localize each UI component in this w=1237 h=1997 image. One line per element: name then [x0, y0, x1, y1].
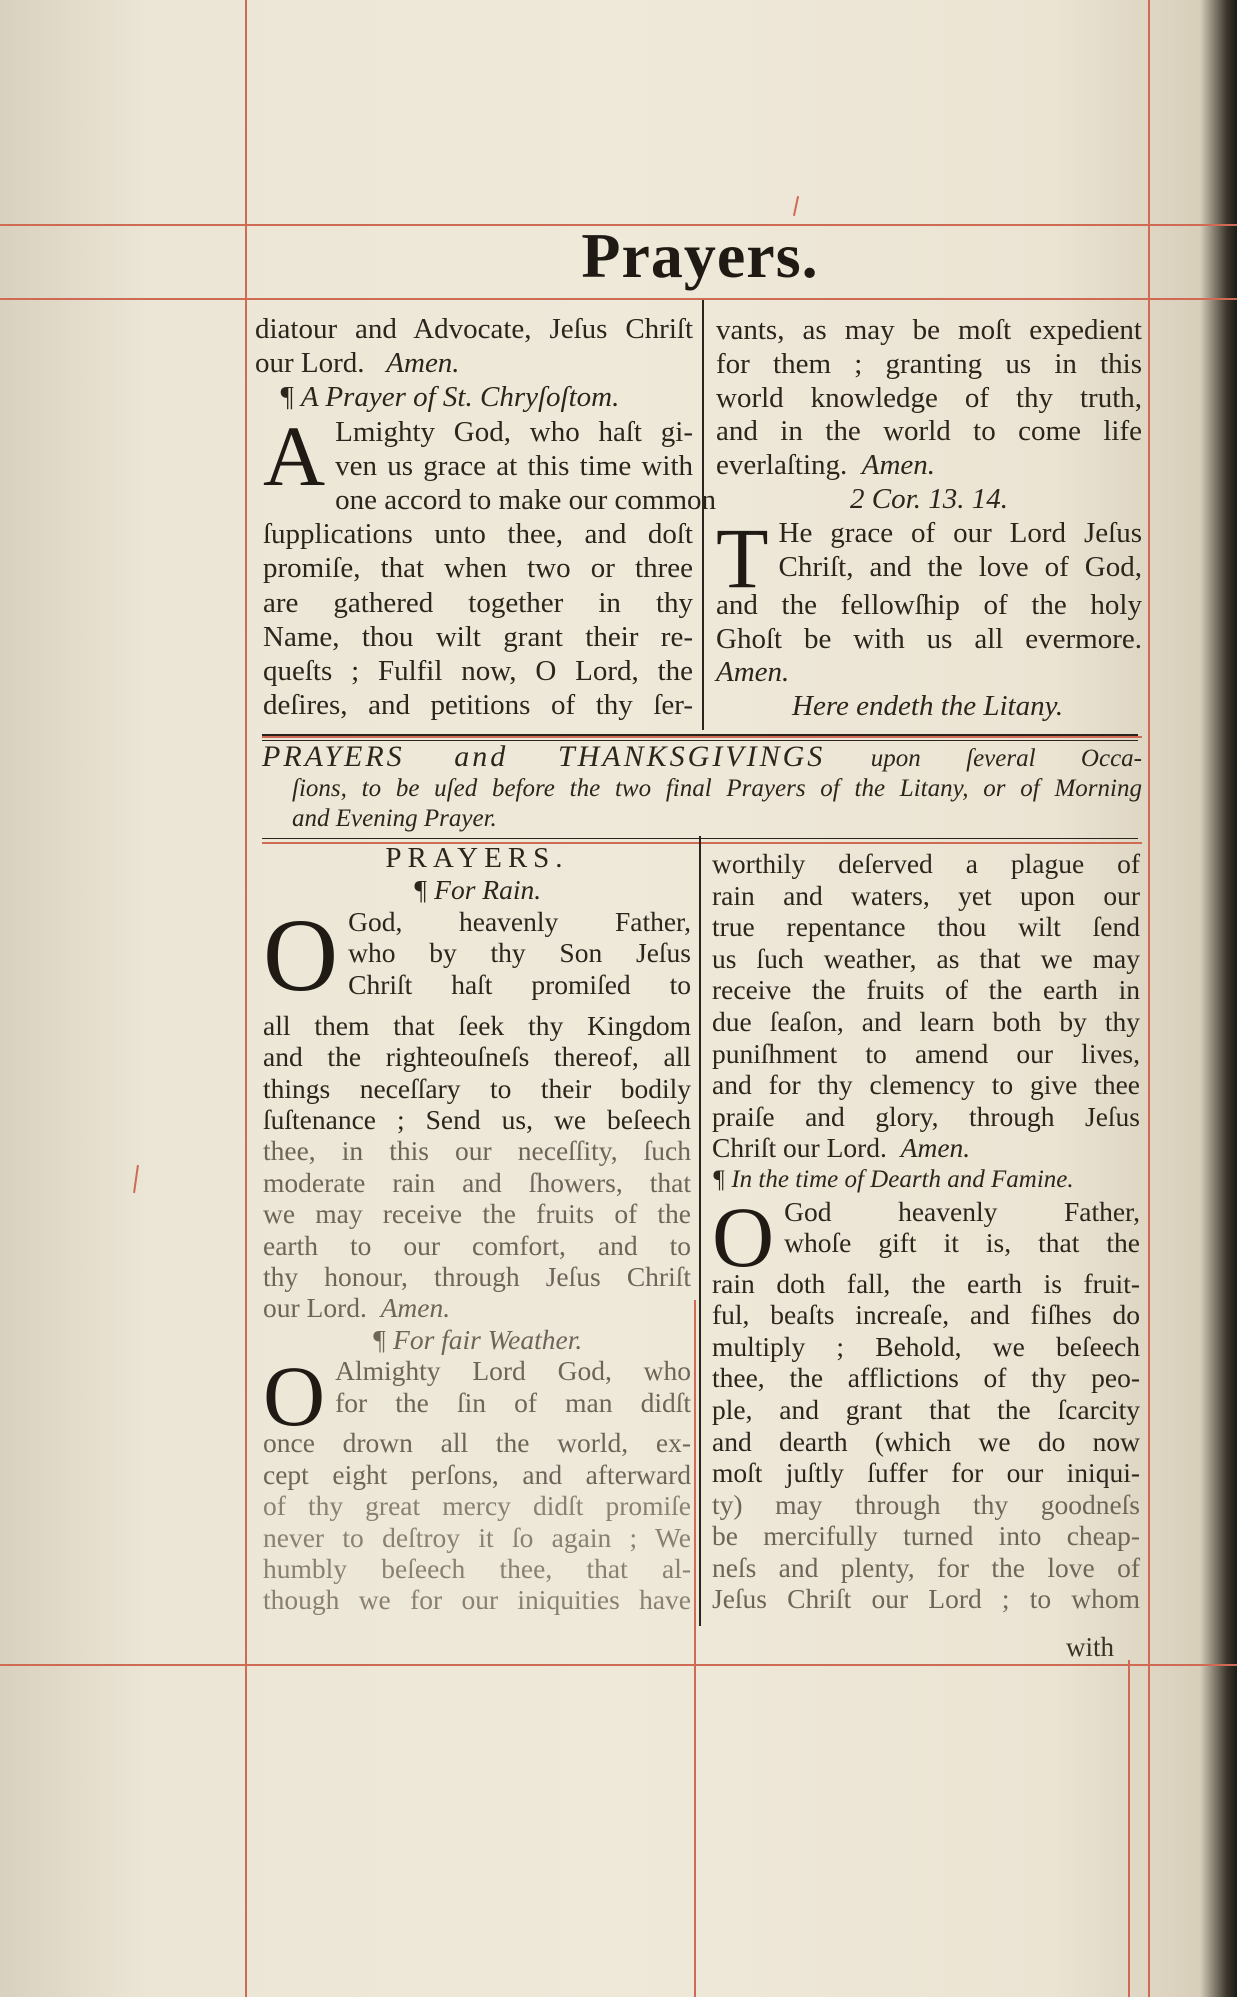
text-line: who by thy Son Jeſus: [348, 937, 691, 969]
famine-prayer: [712, 1188, 1140, 1616]
text-line: our Lord. Amen.: [255, 347, 460, 380]
text-line: for them ; granting us in this: [716, 347, 1142, 380]
text-line: for the ſin of man didſt: [335, 1386, 691, 1418]
text-line: ple, and grant that the ſcarcity: [712, 1393, 1140, 1425]
text-line: and for thy clemency to give thee: [712, 1069, 1140, 1101]
text-line: Lmighty God, who haſt gi-: [335, 415, 693, 448]
text-line: Chriſt haſt promiſed to: [348, 968, 691, 1000]
banner-rule-top: [262, 734, 1138, 736]
text-line: ful, beaſts increaſe, and fiſhes do: [712, 1299, 1140, 1331]
text-line: multiply ; Behold, we beſeech: [712, 1330, 1140, 1362]
drop-cap: O: [263, 897, 339, 1013]
text-line: one accord to make our common: [335, 484, 717, 517]
text-line: all them that ſeek thy Kingdom: [263, 1009, 691, 1041]
text-line: Name, thou wilt grant their re-: [263, 620, 693, 653]
drop-cap: A: [263, 407, 326, 504]
text-line: of thy great mercy didſt promiſe: [263, 1490, 691, 1522]
text-line: cept eight perſons, and afterward: [263, 1458, 691, 1490]
catchword: with: [1066, 1632, 1115, 1662]
bottom-right-column: [712, 848, 1140, 1615]
column-divider-bottom: [699, 836, 701, 1626]
text-line: be mercifully turned into cheap-: [712, 1520, 1140, 1552]
top-right-column: [716, 314, 1142, 724]
text-line: queſts ; Fulfil now, O Lord, the: [263, 655, 693, 688]
text-line: ſuſtenance ; Send us, we beſeech: [263, 1104, 691, 1136]
rule-center: [694, 1300, 696, 1997]
text-line: God, heavenly Father,: [348, 905, 691, 937]
prayer-heading: ¶ In the time of Dearth and Famine.: [712, 1165, 1074, 1193]
text-line: never to deſtroy it ſo again ; We: [263, 1521, 691, 1553]
top-left-column: [255, 312, 717, 722]
text-line: Almighty Lord God, who: [335, 1355, 691, 1387]
prayer-heading: ¶ For Rain.: [412, 874, 542, 906]
banner-line: ſions, to be uſed before the two final Prayers of the Litany, or of Morning: [292, 775, 1142, 802]
text-line: once drown all the world, ex-: [263, 1427, 691, 1459]
text-line: us ſuch weather, as that we may: [712, 942, 1140, 974]
text-line: Jeſus Chriſt our Lord ; to whom: [712, 1583, 1140, 1615]
section-title: PRAYERS.: [385, 842, 569, 874]
chrysostom-prayer: [255, 407, 717, 723]
text-line: God heavenly Father,: [784, 1195, 1140, 1227]
text-line: praiſe and glory, through Jeſus: [712, 1100, 1140, 1132]
prayer-heading: ¶ For fair Weather.: [371, 1323, 583, 1355]
margin-mark: [133, 1165, 139, 1193]
text-line: neſs and plenty, for the love of: [712, 1551, 1140, 1583]
text-line: moderate rain and ſhowers, that: [263, 1166, 691, 1198]
text-line: Chriſt, and the love of God,: [778, 550, 1142, 583]
text-line: ſupplications unto thee, and doſt: [263, 518, 693, 551]
text-line: He grace of our Lord Jeſus: [778, 516, 1142, 549]
bottom-left-column: [263, 843, 691, 1616]
banner-rule-bottom: [262, 838, 1138, 839]
text-line: Ghoſt be with us all evermore.: [716, 622, 1142, 655]
prayer-heading: ¶ A Prayer of St. Chryſoſtom.: [279, 381, 620, 414]
text-line: diatour and Advocate, Jeſus Chriſt: [255, 313, 693, 345]
text-line: whoſe gift it is, that the: [784, 1227, 1140, 1259]
text-line: rain and waters, yet upon our: [712, 879, 1140, 911]
drop-cap: O: [263, 1348, 326, 1445]
fair-weather-prayer: [263, 1348, 691, 1616]
text-line: thee, the afflictions of thy peo-: [712, 1362, 1140, 1394]
banner-line: PRAYERS and THANKSGIVINGS upon ſeveral Occa-: [262, 740, 1143, 773]
text-line: ty) may through thy goodneſs: [712, 1488, 1140, 1520]
text-line: vants, as may be moſt expedient: [716, 314, 1142, 346]
drop-cap: O: [712, 1188, 775, 1285]
text-line: promiſe, that when two or three: [263, 552, 693, 585]
text-line: though we for our iniquities have: [263, 1584, 691, 1616]
rule-head: [0, 298, 1237, 300]
running-head: Prayers.: [581, 220, 819, 291]
text-line: world knowledge of thy truth,: [716, 381, 1142, 414]
scripture-reference: 2 Cor. 13. 14.: [850, 482, 1008, 515]
margin-mark: [793, 196, 799, 216]
text-line: and dearth (which we do now: [712, 1425, 1140, 1457]
text-line: and the fellowſhip of the holy: [716, 588, 1142, 621]
text-line: and the righteouſneſs thereof, all: [263, 1041, 691, 1073]
text-line: true repentance thou wilt ſend: [712, 911, 1140, 943]
text-line: thee, in this our neceſſity, ſuch: [263, 1135, 691, 1167]
text-line: earth to our comfort, and to: [263, 1229, 691, 1261]
text-line: due ſeaſon, and learn both by thy: [712, 1005, 1140, 1037]
rule-far-right: [1128, 1660, 1130, 1997]
text-line: everlaſting. Amen.: [716, 449, 936, 482]
rain-prayer: [263, 897, 691, 1324]
text-line: are gathered together in thy: [263, 586, 693, 619]
grace-prayer: [716, 509, 1142, 724]
text-line: humbly beſeech thee, that al-: [263, 1552, 691, 1584]
text-line: worthily deſerved a plague of: [712, 848, 1140, 879]
text-line: receive the fruits of the earth in: [712, 974, 1140, 1006]
text-line: deſires, and petitions of thy ſer-: [263, 689, 693, 722]
litany-ending: Here endeth the Litany.: [792, 690, 1064, 723]
rule-bottom: [0, 1664, 1237, 1666]
drop-cap: T: [716, 509, 769, 606]
text-line: moſt juſtly ſuffer for our iniqui-: [712, 1457, 1140, 1489]
rule-banner-top: [262, 736, 1142, 738]
text-line: Chriſt our Lord. Amen.: [712, 1132, 971, 1164]
text-line: we may receive the fruits of the: [263, 1198, 691, 1230]
text-line: puniſhment to amend our lives,: [712, 1037, 1140, 1069]
text-line: ven us grace at this time with: [335, 449, 693, 482]
banner-line: and Evening Prayer.: [292, 805, 497, 832]
text-line: things neceſſary to their bodily: [263, 1072, 691, 1104]
section-banner: [262, 742, 1142, 834]
text-line: our Lord. Amen.: [263, 1292, 451, 1324]
text-line: and in the world to come life: [716, 415, 1142, 448]
text-line: thy honour, through Jeſus Chriſt: [263, 1261, 691, 1293]
amen: Amen.: [716, 656, 790, 689]
text-line: rain doth fall, the earth is fruit-: [712, 1267, 1140, 1299]
